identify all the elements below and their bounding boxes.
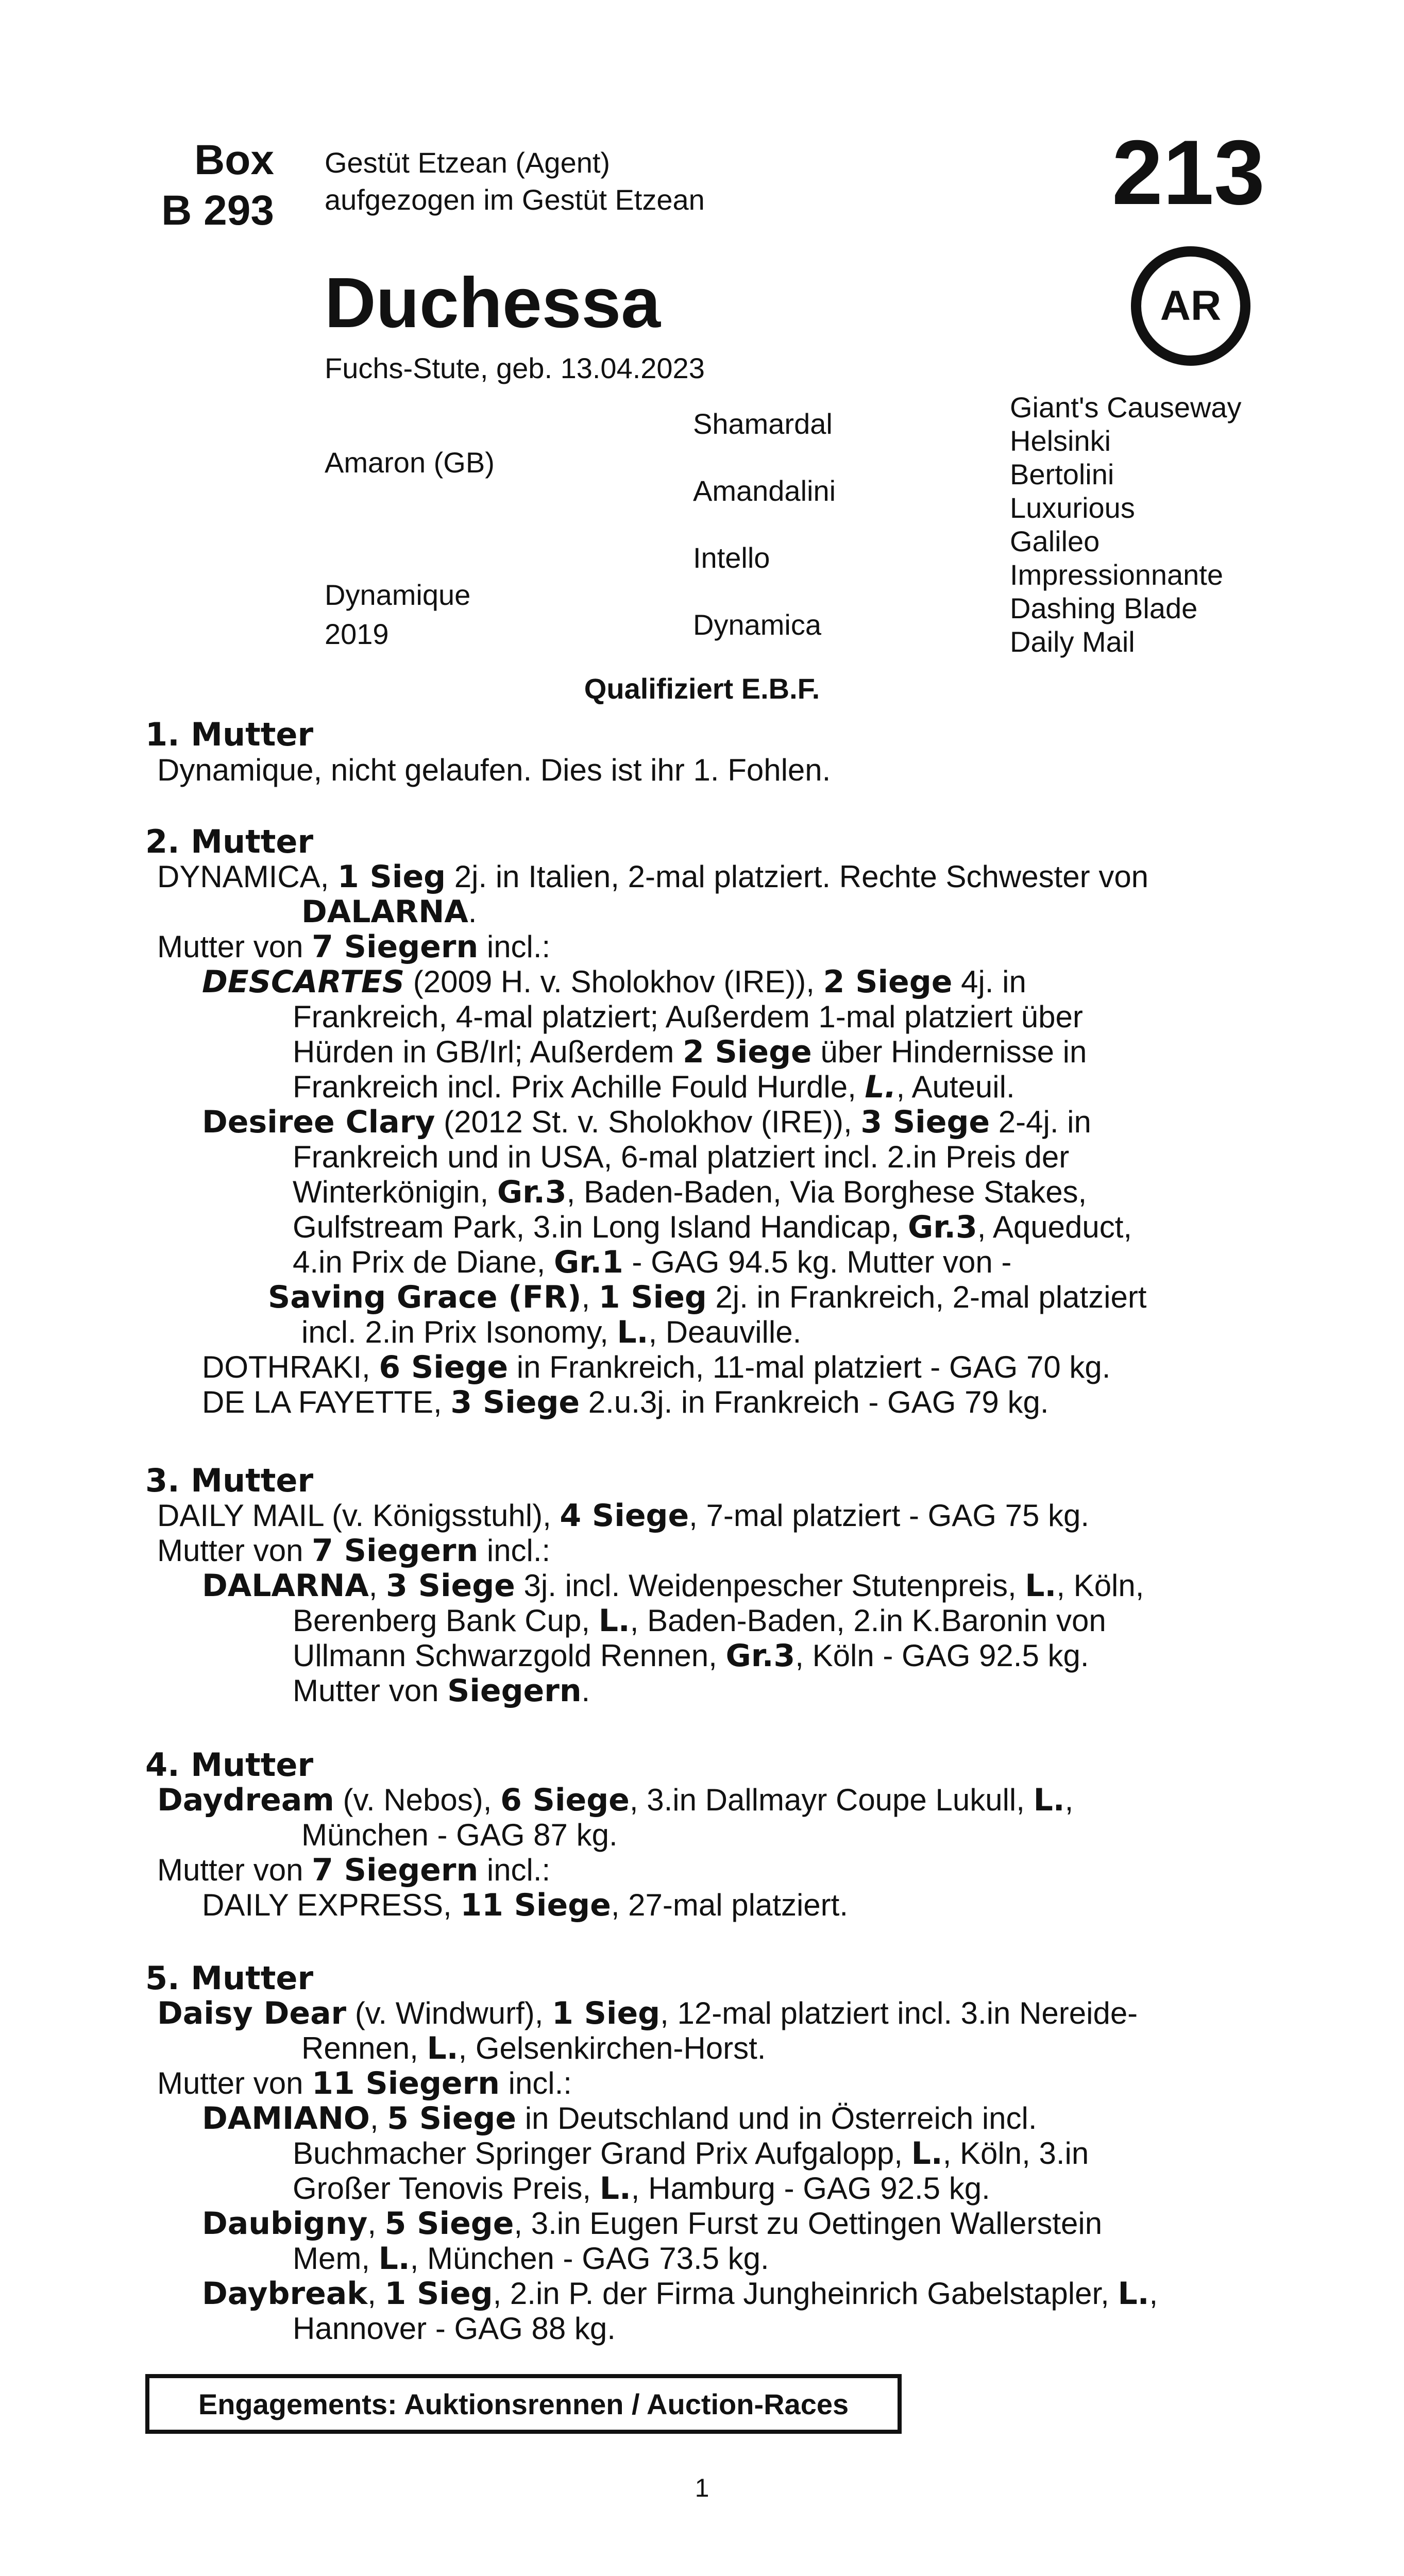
text-segment: , Auteuil. bbox=[896, 1070, 1015, 1104]
pedigree-ancestor: Helsinki bbox=[1010, 425, 1111, 457]
page-number: 1 bbox=[695, 2473, 709, 2502]
dalarna-line4 bbox=[293, 1673, 590, 1708]
text-segment: Winterkönigin, bbox=[293, 1175, 497, 1209]
dam4-line1 bbox=[157, 1783, 1073, 1818]
race-class: Gr.3 bbox=[497, 1174, 567, 1210]
dam1-text: Dynamique, nicht gelaufen. Dies ist ihr 1. Fohlen. bbox=[157, 753, 831, 787]
pedigree-ancestor: Bertolini bbox=[1010, 458, 1114, 490]
bold-segment: 2 Siege bbox=[682, 1034, 812, 1070]
text-segment: incl. 2.in Prix Isonomy, bbox=[301, 1315, 617, 1349]
lot-number: 213 bbox=[1112, 121, 1265, 224]
qualification-note: Qualifiziert E.B.F. bbox=[584, 672, 820, 705]
descartes-line3 bbox=[293, 1035, 1087, 1070]
pedigree-dam-year: 2019 bbox=[325, 618, 389, 650]
ar-badge-text: AR bbox=[1160, 282, 1222, 329]
text-segment: , 2.in P. der Firma Jungheinrich Gabelstapler, bbox=[493, 2276, 1118, 2311]
text-segment: , bbox=[1064, 1783, 1074, 1817]
bold-segment: 1 Sieg bbox=[552, 1995, 661, 2031]
race-class: Gr.1 bbox=[553, 1244, 623, 1280]
incl-label: incl.: bbox=[478, 929, 551, 964]
descartes-details: (2009 H. v. Sholokhov (IRE)), bbox=[404, 964, 823, 999]
text-segment: , Köln, 3.in bbox=[942, 2136, 1089, 2171]
dam4-name: Daydream bbox=[157, 1782, 334, 1818]
mother-of-label: Mutter von bbox=[157, 1533, 312, 1568]
pedigree-grandsire-paternal: Shamardal bbox=[693, 408, 833, 440]
agent-line: Gestüt Etzean (Agent) bbox=[325, 146, 611, 179]
text-segment: DE LA FAYETTE, bbox=[202, 1385, 451, 1419]
race-class: L. bbox=[427, 2030, 459, 2066]
pedigree-ancestor: Luxurious bbox=[1010, 492, 1135, 524]
dam4-line2: München - GAG 87 kg. bbox=[301, 1818, 618, 1852]
race-class: L. bbox=[599, 2171, 631, 2207]
dam2-sister-line bbox=[301, 894, 477, 929]
dam3-mother-of bbox=[157, 1533, 550, 1568]
text-segment: Frankreich incl. Prix Achille Fould Hurdle, bbox=[293, 1070, 865, 1104]
text-segment: Mem, bbox=[293, 2241, 379, 2276]
damiano-line2 bbox=[293, 2136, 1089, 2171]
text-segment: über Hindernisse in bbox=[811, 1035, 1087, 1069]
ar-badge bbox=[1131, 246, 1250, 366]
race-class: Gr.3 bbox=[907, 1209, 977, 1245]
text-segment: , Baden-Baden, Via Borghese Stakes, bbox=[566, 1175, 1087, 1209]
dam2-line bbox=[157, 859, 1148, 894]
daybreak-line2: Hannover - GAG 88 kg. bbox=[293, 2311, 616, 2346]
engagements-text: Engagements: Auktionsrennen / Auction-Races bbox=[198, 2387, 849, 2420]
box-label bbox=[145, 135, 274, 236]
dalarna-line1 bbox=[202, 1568, 1144, 1603]
desiree-line3 bbox=[293, 1175, 1087, 1210]
text-segment: , Köln - GAG 92.5 kg. bbox=[795, 1638, 1089, 1673]
descartes-name: DESCARTES bbox=[202, 964, 405, 1000]
text-segment: , Hamburg - GAG 92.5 kg. bbox=[631, 2171, 990, 2206]
text-segment: (v. Nebos), bbox=[334, 1783, 501, 1817]
bold-segment: 11 Siege bbox=[460, 1887, 611, 1923]
section-title-dam5: 5. Mutter bbox=[145, 1959, 314, 1997]
text-segment: DOTHRAKI, bbox=[202, 1350, 379, 1384]
dam2-name: DYNAMICA, bbox=[157, 859, 338, 894]
text-segment: 2-4j. in bbox=[990, 1105, 1091, 1139]
text-segment: , bbox=[369, 2101, 387, 2136]
text-segment: Hürden in GB/Irl; Außerdem bbox=[293, 1035, 683, 1069]
text-segment: , 12-mal platziert incl. 3.in Nereide- bbox=[660, 1996, 1138, 2030]
text-segment: Gulfstream Park, 3.in Long Island Handicap, bbox=[293, 1210, 908, 1244]
pedigree-grandsire-maternal: Intello bbox=[693, 541, 770, 574]
winners-count: 7 Siegern bbox=[312, 1852, 479, 1888]
dam5-mother-of bbox=[157, 2066, 572, 2101]
text-segment: . bbox=[581, 1673, 590, 1708]
text-segment: , München - GAG 73.5 kg. bbox=[410, 2241, 769, 2276]
race-class: L. bbox=[1118, 2276, 1149, 2312]
bold-segment: 6 Siege bbox=[500, 1782, 630, 1818]
text-segment: , bbox=[1149, 2276, 1158, 2311]
pedigree-ancestor: Galileo bbox=[1010, 525, 1100, 557]
race-class: L. bbox=[378, 2241, 410, 2277]
bold-segment: 3 Siege bbox=[860, 1104, 990, 1140]
race-class: L. bbox=[1025, 1568, 1057, 1604]
winners-count: 7 Siegern bbox=[312, 1533, 479, 1569]
desiree-name: Desiree Clary bbox=[202, 1104, 435, 1140]
text-segment: 2j. in Frankreich, 2-mal platziert bbox=[706, 1280, 1147, 1314]
daubigny-line1 bbox=[202, 2206, 1102, 2241]
daybreak-line1 bbox=[202, 2276, 1158, 2311]
text-segment: DAILY EXPRESS, bbox=[202, 1888, 461, 1922]
incl-label: incl.: bbox=[478, 1853, 551, 1887]
damiano-line1 bbox=[202, 2101, 1037, 2136]
dam2-sister-suffix: . bbox=[468, 894, 477, 929]
bold-segment: 1 Sieg bbox=[384, 2276, 493, 2312]
dam5-line2 bbox=[301, 2031, 766, 2066]
race-class: L. bbox=[1033, 1782, 1065, 1818]
bold-segment: 3 Siege bbox=[386, 1568, 515, 1604]
text-segment: 3j. incl. Weidenpescher Stutenpreis, bbox=[515, 1568, 1025, 1603]
horse-name: Duchessa bbox=[325, 263, 661, 343]
bold-segment: 5 Siege bbox=[387, 2100, 517, 2137]
race-class: L. bbox=[617, 1314, 649, 1350]
pedigree-ancestor: Giant's Causeway bbox=[1010, 391, 1242, 423]
text-segment: , 3.in Eugen Furst zu Oettingen Wallerstein bbox=[514, 2206, 1103, 2241]
text-segment: 2.u.3j. in Frankreich - GAG 79 kg. bbox=[580, 1385, 1049, 1419]
text-segment: in Frankreich, 11-mal platziert - GAG 70 kg. bbox=[508, 1350, 1111, 1384]
horse-details: Fuchs-Stute, geb. 13.04.2023 bbox=[325, 352, 705, 384]
bold-segment: 4 Siege bbox=[560, 1498, 689, 1534]
text-segment: 4.in Prix de Diane, bbox=[293, 1245, 554, 1279]
text-segment: , bbox=[368, 1568, 386, 1603]
section-title-dam3: 3. Mutter bbox=[145, 1462, 314, 1499]
section-title-dam2: 2. Mutter bbox=[145, 823, 314, 860]
text-segment: , bbox=[367, 2206, 385, 2241]
consignor-info bbox=[325, 144, 705, 218]
mother-of-label: Mutter von bbox=[157, 2066, 312, 2100]
fayette-line bbox=[202, 1385, 1049, 1420]
bold-segment: 5 Siege bbox=[384, 2206, 514, 2242]
text-segment: Rennen, bbox=[301, 2031, 427, 2065]
bold-segment: 1 Sieg bbox=[598, 1279, 707, 1315]
text-segment: , bbox=[581, 1280, 599, 1314]
text-segment: , 3.in Dallmayr Coupe Lukull, bbox=[629, 1783, 1034, 1817]
text-segment: , 7-mal platziert - GAG 75 kg. bbox=[689, 1498, 1090, 1533]
bold-segment: 3 Siege bbox=[450, 1384, 580, 1420]
race-class: L. bbox=[865, 1069, 896, 1105]
text-segment: Großer Tenovis Preis, bbox=[293, 2171, 600, 2206]
breeder-line: aufgezogen im Gestüt Etzean bbox=[325, 183, 705, 216]
dam2-mother-of bbox=[157, 929, 550, 964]
saving-grace-line2 bbox=[301, 1315, 801, 1350]
desiree-line1 bbox=[202, 1105, 1091, 1140]
section-title-dam1: 1. Mutter bbox=[145, 716, 314, 753]
text-segment: , Baden-Baden, 2.in K.Baronin von bbox=[630, 1603, 1106, 1638]
race-class: Gr.3 bbox=[725, 1638, 796, 1674]
text-segment: , Gelsenkirchen-Horst. bbox=[458, 2031, 766, 2065]
race-class: L. bbox=[598, 1603, 630, 1639]
dam4-mother-of bbox=[157, 1853, 550, 1888]
dothraki-line bbox=[202, 1350, 1110, 1385]
desiree-line2: Frankreich und in USA, 6-mal platziert incl. 2.in Preis der bbox=[293, 1140, 1070, 1174]
winners-count: 7 Siegern bbox=[312, 929, 479, 965]
bold-segment: 6 Siege bbox=[379, 1349, 509, 1385]
desiree-line4 bbox=[293, 1210, 1132, 1245]
engagements-box bbox=[145, 2374, 902, 2434]
daybreak-name: Daybreak bbox=[202, 2276, 368, 2312]
pedigree-ancestor: Impressionnante bbox=[1010, 558, 1224, 591]
dam5-line1 bbox=[157, 1996, 1138, 2031]
dam2-sister: DALARNA bbox=[301, 894, 468, 930]
text-segment: Buchmacher Springer Grand Prix Aufgalopp, bbox=[293, 2136, 911, 2171]
daubigny-line2 bbox=[293, 2241, 769, 2276]
dam2-text: 2j. in Italien, 2-mal platziert. Rechte Schwester von bbox=[446, 859, 1149, 894]
descartes-line4 bbox=[293, 1070, 1015, 1105]
box-number: B 293 bbox=[161, 187, 274, 234]
mother-of-label: Mutter von bbox=[157, 929, 312, 964]
text-segment: DAILY MAIL (v. Königsstuhl), bbox=[157, 1498, 560, 1533]
section-title-dam4: 4. Mutter bbox=[145, 1746, 314, 1784]
pedigree-sire: Amaron (GB) bbox=[325, 446, 495, 479]
desiree-line5 bbox=[293, 1245, 1011, 1280]
daily-express-line bbox=[202, 1888, 848, 1923]
text-segment: (v. Windwurf), bbox=[346, 1996, 552, 2030]
descartes-wins: 2 Siege bbox=[823, 964, 953, 1000]
pedigree-dam: Dynamique bbox=[325, 579, 471, 611]
daubigny-name: Daubigny bbox=[202, 2206, 368, 2242]
descartes-line1 bbox=[202, 964, 1026, 999]
pedigree-ancestor: Dashing Blade bbox=[1010, 592, 1198, 624]
text-segment: , Aqueduct, bbox=[977, 1210, 1132, 1244]
text-segment: , bbox=[367, 2276, 385, 2311]
pedigree-granddam-maternal: Dynamica bbox=[693, 608, 821, 641]
pedigree-granddam-paternal: Amandalini bbox=[693, 474, 836, 507]
incl-label: incl.: bbox=[478, 1533, 551, 1568]
dam5-name: Daisy Dear bbox=[157, 1995, 347, 2031]
saving-grace-line1 bbox=[268, 1280, 1146, 1315]
box-label-text: Box bbox=[194, 137, 274, 183]
descartes-line2: Frankreich, 4-mal platziert; Außerdem 1-mal platziert über bbox=[293, 999, 1083, 1034]
saving-grace-name: Saving Grace (FR) bbox=[268, 1279, 582, 1315]
incl-label: incl.: bbox=[499, 2066, 572, 2100]
damiano-name: DAMIANO bbox=[202, 2100, 370, 2137]
pedigree-ancestor: Daily Mail bbox=[1010, 625, 1135, 658]
mother-of-label: Mutter von bbox=[157, 1853, 312, 1887]
text-segment: Berenberg Bank Cup, bbox=[293, 1603, 599, 1638]
winners-count: 11 Siegern bbox=[312, 2065, 500, 2102]
damiano-line3 bbox=[293, 2171, 990, 2206]
dam3-line bbox=[157, 1498, 1089, 1533]
text-segment: (2012 St. v. Sholokhov (IRE)), bbox=[435, 1105, 861, 1139]
text-segment: , Köln, bbox=[1056, 1568, 1144, 1603]
dalarna-name: DALARNA bbox=[202, 1568, 369, 1604]
pedigree-ancestors bbox=[1010, 391, 1242, 658]
text-segment: , 27-mal platziert. bbox=[611, 1888, 848, 1922]
text-segment: , Deauville. bbox=[648, 1315, 802, 1349]
text-segment: - GAG 94.5 kg. Mutter von - bbox=[623, 1245, 1012, 1279]
text-segment: Mutter von bbox=[293, 1673, 448, 1708]
race-class: L. bbox=[911, 2136, 943, 2172]
descartes-age: 4j. in bbox=[952, 964, 1026, 999]
text-segment: in Deutschland und in Österreich incl. bbox=[516, 2101, 1037, 2136]
bold-segment: Siegern bbox=[447, 1673, 582, 1709]
text-segment: Ullmann Schwarzgold Rennen, bbox=[293, 1638, 726, 1673]
dalarna-line3 bbox=[293, 1638, 1089, 1673]
dam2-wins: 1 Sieg bbox=[337, 859, 446, 895]
dalarna-line2 bbox=[293, 1603, 1106, 1638]
